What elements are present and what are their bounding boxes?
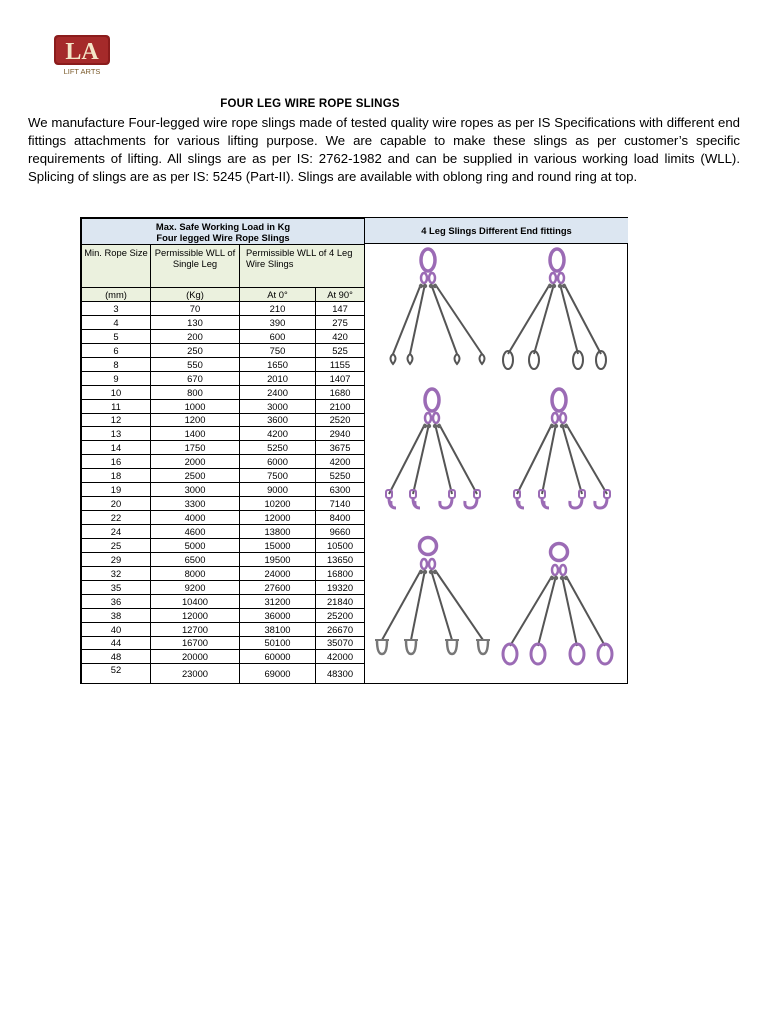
cell-wll-0: 2010 bbox=[240, 371, 316, 385]
table-row bbox=[82, 622, 365, 636]
cell-wll-0: 38100 bbox=[240, 622, 316, 636]
cell-wll-90: 1680 bbox=[316, 385, 365, 399]
cell-wll-0: 7500 bbox=[240, 469, 316, 483]
table-row bbox=[82, 566, 365, 580]
cell-single-leg: 10400 bbox=[151, 594, 240, 608]
cell-wll-90: 1155 bbox=[316, 357, 365, 371]
cell-wll-0: 60000 bbox=[240, 650, 316, 664]
table-header bbox=[82, 219, 365, 245]
angle-0: At 0° bbox=[240, 288, 316, 302]
cell-wll-0: 2400 bbox=[240, 385, 316, 399]
table-row bbox=[82, 525, 365, 539]
cell-single-leg: 550 bbox=[151, 357, 240, 371]
table-row bbox=[82, 608, 365, 622]
cell-wll-90: 2100 bbox=[316, 399, 365, 413]
cell-single-leg: 3000 bbox=[151, 483, 240, 497]
col-header-rope-size: Min. Rope Size bbox=[82, 245, 151, 288]
col-header-four-leg: Permissible WLL of 4 Leg Wire Slings bbox=[240, 245, 365, 288]
fittings-header: 4 Leg Slings Different End fittings bbox=[364, 218, 628, 244]
cell-single-leg: 800 bbox=[151, 385, 240, 399]
cell-wll-90: 16800 bbox=[316, 566, 365, 580]
cell-single-leg: 20000 bbox=[151, 650, 240, 664]
cell-wll-0: 27600 bbox=[240, 580, 316, 594]
sling-oblong-ring-end bbox=[503, 544, 612, 665]
table-header-line1: Max. Safe Working Load in Kg bbox=[155, 220, 291, 232]
table-row bbox=[82, 455, 365, 469]
cell-single-leg: 4000 bbox=[151, 511, 240, 525]
cell-single-leg: 8000 bbox=[151, 566, 240, 580]
cell-single-leg: 200 bbox=[151, 329, 240, 343]
cell-wll-90: 4200 bbox=[316, 455, 365, 469]
cell-rope-size: 6 bbox=[82, 343, 151, 357]
cell-rope-size: 36 bbox=[82, 594, 151, 608]
cell-wll-0: 12000 bbox=[240, 511, 316, 525]
cell-wll-0: 24000 bbox=[240, 566, 316, 580]
cell-wll-0: 600 bbox=[240, 329, 316, 343]
cell-wll-0: 5250 bbox=[240, 441, 316, 455]
cell-single-leg: 5000 bbox=[151, 538, 240, 552]
cell-rope-size: 3 bbox=[82, 302, 151, 316]
cell-wll-90: 10500 bbox=[316, 538, 365, 552]
cell-wll-90: 1407 bbox=[316, 371, 365, 385]
cell-wll-90: 13650 bbox=[316, 552, 365, 566]
table-row bbox=[82, 552, 365, 566]
table-row bbox=[82, 580, 365, 594]
table-row bbox=[82, 636, 365, 650]
cell-rope-size: 20 bbox=[82, 497, 151, 511]
cell-rope-size: 38 bbox=[82, 608, 151, 622]
wll-table bbox=[81, 218, 365, 684]
sling-eye-hook bbox=[386, 389, 480, 508]
table-row bbox=[82, 371, 365, 385]
cell-rope-size: 5 bbox=[82, 329, 151, 343]
fittings-panel bbox=[364, 244, 628, 684]
cell-single-leg: 3300 bbox=[151, 497, 240, 511]
cell-rope-size: 52 bbox=[82, 664, 151, 684]
table-row bbox=[82, 357, 365, 371]
table-row bbox=[82, 343, 365, 357]
angle-90: At 90° bbox=[316, 288, 365, 302]
page-title: FOUR LEG WIRE ROPE SLINGS bbox=[220, 98, 400, 110]
cell-single-leg: 670 bbox=[151, 371, 240, 385]
cell-rope-size: 18 bbox=[82, 469, 151, 483]
cell-wll-90: 275 bbox=[316, 315, 365, 329]
cell-single-leg: 12700 bbox=[151, 622, 240, 636]
cell-wll-0: 19500 bbox=[240, 552, 316, 566]
table-row bbox=[82, 315, 365, 329]
cell-rope-size: 29 bbox=[82, 552, 151, 566]
cell-single-leg: 1200 bbox=[151, 413, 240, 427]
cell-wll-0: 750 bbox=[240, 343, 316, 357]
cell-single-leg: 23000 bbox=[151, 664, 240, 684]
cell-wll-0: 69000 bbox=[240, 664, 316, 684]
fittings-illustration bbox=[365, 244, 628, 684]
cell-rope-size: 19 bbox=[82, 483, 151, 497]
table-row bbox=[82, 302, 365, 316]
cell-wll-0: 10200 bbox=[240, 497, 316, 511]
cell-rope-size: 44 bbox=[82, 636, 151, 650]
table-row bbox=[82, 427, 365, 441]
cell-rope-size: 14 bbox=[82, 441, 151, 455]
cell-single-leg: 130 bbox=[151, 315, 240, 329]
cell-wll-0: 31200 bbox=[240, 594, 316, 608]
company-logo bbox=[52, 34, 112, 76]
cell-single-leg: 4600 bbox=[151, 525, 240, 539]
cell-wll-0: 210 bbox=[240, 302, 316, 316]
cell-wll-90: 7140 bbox=[316, 497, 365, 511]
cell-rope-size: 16 bbox=[82, 455, 151, 469]
spec-sheet bbox=[80, 217, 628, 684]
cell-wll-0: 3000 bbox=[240, 399, 316, 413]
cell-single-leg: 2500 bbox=[151, 469, 240, 483]
cell-rope-size: 4 bbox=[82, 315, 151, 329]
cell-rope-size: 9 bbox=[82, 371, 151, 385]
table-row bbox=[82, 469, 365, 483]
table-row bbox=[82, 399, 365, 413]
cell-wll-90: 42000 bbox=[316, 650, 365, 664]
table-row bbox=[82, 441, 365, 455]
cell-single-leg: 1000 bbox=[151, 399, 240, 413]
table-row bbox=[82, 664, 365, 684]
cell-wll-0: 1650 bbox=[240, 357, 316, 371]
cell-single-leg: 12000 bbox=[151, 608, 240, 622]
cell-wll-90: 2520 bbox=[316, 413, 365, 427]
cell-wll-90: 8400 bbox=[316, 511, 365, 525]
cell-rope-size: 48 bbox=[82, 650, 151, 664]
cell-single-leg: 16700 bbox=[151, 636, 240, 650]
cell-wll-90: 147 bbox=[316, 302, 365, 316]
cell-wll-90: 6300 bbox=[316, 483, 365, 497]
cell-single-leg: 250 bbox=[151, 343, 240, 357]
table-row bbox=[82, 329, 365, 343]
cell-wll-90: 25200 bbox=[316, 608, 365, 622]
unit-mm: (mm) bbox=[82, 288, 151, 302]
logo-name: LIFT ARTS bbox=[63, 67, 101, 76]
cell-wll-0: 6000 bbox=[240, 455, 316, 469]
table-row bbox=[82, 511, 365, 525]
cell-rope-size: 24 bbox=[82, 525, 151, 539]
cell-rope-size: 22 bbox=[82, 511, 151, 525]
sling-soft-eye bbox=[503, 249, 606, 369]
cell-rope-size: 8 bbox=[82, 357, 151, 371]
table-row bbox=[82, 385, 365, 399]
table-row bbox=[82, 413, 365, 427]
cell-wll-0: 50100 bbox=[240, 636, 316, 650]
sling-clevis-hook bbox=[514, 389, 610, 508]
table-header-line2: Four legged Wire Rope Slings bbox=[156, 231, 290, 243]
sling-thimble-eye bbox=[391, 249, 485, 364]
cell-wll-90: 19320 bbox=[316, 580, 365, 594]
cell-rope-size: 32 bbox=[82, 566, 151, 580]
logo-letters: LA bbox=[65, 39, 99, 65]
cell-wll-90: 420 bbox=[316, 329, 365, 343]
cell-single-leg: 1750 bbox=[151, 441, 240, 455]
cell-wll-90: 525 bbox=[316, 343, 365, 357]
cell-wll-90: 3675 bbox=[316, 441, 365, 455]
cell-rope-size: 10 bbox=[82, 385, 151, 399]
cell-rope-size: 40 bbox=[82, 622, 151, 636]
cell-single-leg: 1400 bbox=[151, 427, 240, 441]
cell-wll-90: 48300 bbox=[316, 664, 365, 684]
table-row bbox=[82, 594, 365, 608]
cell-single-leg: 2000 bbox=[151, 455, 240, 469]
sling-shackle bbox=[375, 538, 490, 655]
cell-wll-0: 390 bbox=[240, 315, 316, 329]
cell-wll-0: 15000 bbox=[240, 538, 316, 552]
table-row bbox=[82, 538, 365, 552]
cell-rope-size: 12 bbox=[82, 413, 151, 427]
cell-wll-0: 13800 bbox=[240, 525, 316, 539]
cell-wll-90: 21840 bbox=[316, 594, 365, 608]
cell-wll-90: 35070 bbox=[316, 636, 365, 650]
cell-wll-0: 36000 bbox=[240, 608, 316, 622]
cell-wll-90: 26670 bbox=[316, 622, 365, 636]
cell-wll-90: 9660 bbox=[316, 525, 365, 539]
cell-rope-size: 25 bbox=[82, 538, 151, 552]
cell-single-leg: 70 bbox=[151, 302, 240, 316]
col-header-single-leg: Permissible WLL of Single Leg bbox=[151, 245, 240, 288]
cell-wll-0: 3600 bbox=[240, 413, 316, 427]
table-row bbox=[82, 497, 365, 511]
cell-single-leg: 6500 bbox=[151, 552, 240, 566]
cell-wll-0: 4200 bbox=[240, 427, 316, 441]
cell-wll-90: 2940 bbox=[316, 427, 365, 441]
cell-single-leg: 9200 bbox=[151, 580, 240, 594]
table-row bbox=[82, 650, 365, 664]
intro-paragraph: We manufacture Four-legged wire rope slings made of tested quality wire ropes as per IS Specifications with different end fittings attachments for various lifting purpose. We are capable to make these slings as per customer’s specific requirements of lifting. All slings are as per IS: 2762-1982 and can be supplied in various working load limits (WLL). Splicing of slings are as per IS: 5245 (Part-II). Slings are available with oblong ring and round ring at top. bbox=[28, 115, 740, 184]
cell-rope-size: 13 bbox=[82, 427, 151, 441]
cell-rope-size: 11 bbox=[82, 399, 151, 413]
cell-wll-90: 5250 bbox=[316, 469, 365, 483]
cell-wll-0: 9000 bbox=[240, 483, 316, 497]
cell-rope-size: 35 bbox=[82, 580, 151, 594]
table-row bbox=[82, 483, 365, 497]
unit-kg: (Kg) bbox=[151, 288, 240, 302]
